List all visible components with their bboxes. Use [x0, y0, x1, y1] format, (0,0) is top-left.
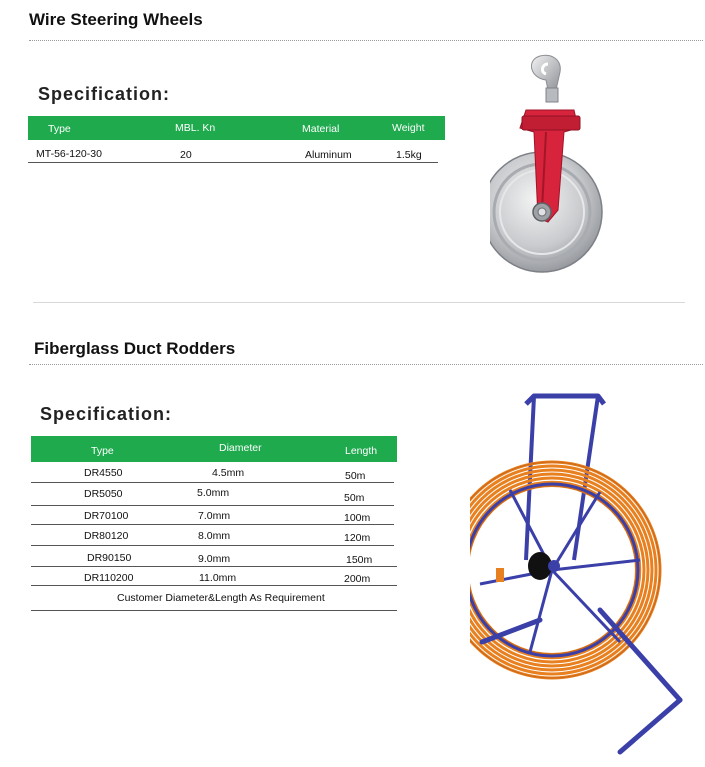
footer-note: Customer Diameter&Length As Requirement [117, 592, 325, 604]
cell-length: 150m [346, 554, 373, 566]
cell-length: 50m [345, 470, 366, 482]
pulley-block-image [490, 50, 620, 290]
table-row [31, 483, 394, 506]
cell-type: DR90150 [87, 552, 132, 564]
cell-type: DR110200 [84, 572, 134, 584]
table-footer-row [31, 586, 397, 611]
section-separator [33, 302, 685, 303]
spec-heading-rodders: Specification: [40, 404, 173, 424]
cell-length: 120m [344, 532, 371, 544]
cell-type: DR4550 [84, 467, 123, 479]
cell-type: DR5050 [84, 488, 123, 500]
header-type: Type [91, 445, 114, 457]
cell-diameter: 11.0mm [199, 572, 237, 584]
cell-mbl: 20 [180, 149, 192, 161]
cell-weight: 1.5kg [396, 149, 422, 161]
duct-rodder-reel-image [470, 380, 705, 767]
cell-length: 200m [344, 573, 371, 585]
section-divider-dotted [29, 40, 703, 41]
table-row [31, 506, 394, 525]
section-title-wire-steering-wheels: Wire Steering Wheels [29, 10, 203, 29]
header-diameter: Diameter [219, 442, 262, 454]
table-row [28, 140, 438, 163]
spec-heading-wheels: Specification: [38, 84, 171, 104]
table-row [31, 567, 397, 586]
cell-type: DR70100 [84, 510, 129, 522]
header-mbl: MBL. Kn [175, 122, 216, 134]
cell-type: MT-56-120-30 [36, 148, 102, 160]
header-weight: Weight [392, 122, 425, 134]
cell-diameter: 7.0mm [198, 510, 231, 522]
table-row [31, 546, 397, 567]
cell-length: 50m [344, 492, 365, 504]
header-length: Length [345, 445, 378, 457]
rodders-spec-table [31, 436, 397, 611]
cell-diameter: 8.0mm [198, 530, 231, 542]
table-row [31, 462, 394, 483]
table-body [31, 462, 397, 586]
wheels-spec-table [28, 116, 445, 163]
header-material: Material [302, 123, 340, 135]
table-header [31, 436, 397, 462]
section-divider-dotted [29, 364, 703, 365]
cell-material: Aluminum [305, 149, 352, 161]
table-row [31, 525, 394, 546]
cell-diameter: 4.5mm [212, 467, 245, 479]
section-title-fiberglass-duct-rodders: Fiberglass Duct Rodders [34, 339, 236, 358]
header-type: Type [48, 123, 71, 135]
cell-diameter: 9.0mm [198, 553, 231, 565]
cell-diameter: 5.0mm [197, 487, 230, 499]
cell-length: 100m [344, 512, 371, 524]
table-header [28, 116, 445, 140]
cell-type: DR80120 [84, 530, 129, 542]
